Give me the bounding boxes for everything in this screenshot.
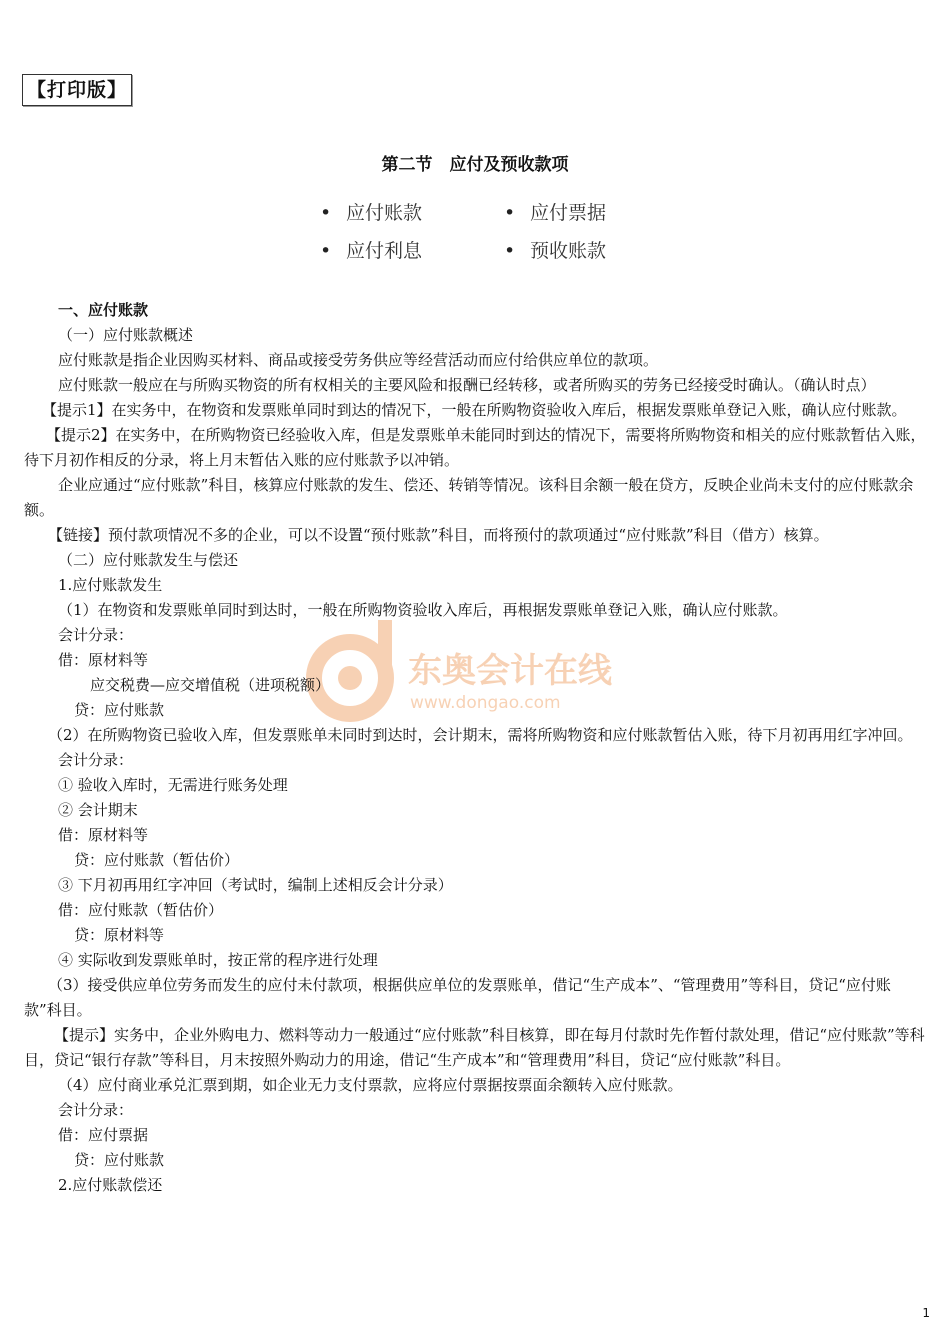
document-body <box>24 298 928 1198</box>
topic-label: 应付利息 <box>346 240 423 262</box>
topic-label: 应付账款 <box>346 202 423 224</box>
heading-level1: 一、应付账款 <box>58 301 149 319</box>
paragraph: （2）在所购物资已验收入库，但发票账单未同时到达时，会计期末，需将所购物资和应付账款暂估入账，待下月初再用红字冲回。 <box>48 726 913 744</box>
step-item: ④ 实际收到发票账单时，按正常的程序进行处理 <box>58 951 378 969</box>
entry-credit: 贷：应付账款 <box>74 701 165 719</box>
heading-level3: 1.应付账款发生 <box>58 576 163 594</box>
topic-item <box>320 236 422 263</box>
entry-label: 会计分录： <box>58 751 134 769</box>
entry-credit: 贷：应付账款 <box>74 1151 165 1169</box>
entry-label: 会计分录： <box>58 1101 134 1119</box>
heading-level3: 2.应付账款偿还 <box>58 1176 163 1194</box>
step-item: ① 验收入库时，无需进行账务处理 <box>58 776 288 794</box>
paragraph: 应付账款一般应在与所购买物资的所有权相关的主要风险和报酬已经转移，或者所购买的劳务已经接受时确认。（确认时点） <box>58 376 876 394</box>
entry-debit: 借：原材料等 <box>58 826 149 844</box>
entry-credit: 贷：原材料等 <box>74 926 165 944</box>
entry-label: 会计分录： <box>58 626 134 644</box>
bullet-icon: • <box>504 240 516 262</box>
page-number: 1 <box>922 1306 930 1320</box>
paragraph: （1）在物资和发票账单同时到达时，一般在所购物资验收入库后，再根据发票账单登记入账，确认应付账款。 <box>58 601 788 619</box>
section-title: 第二节 应付及预收款项 <box>381 155 569 175</box>
watermark-url-text: www.dongao.com <box>410 693 561 713</box>
topic-item <box>320 198 422 225</box>
entry-debit: 借：原材料等 <box>58 651 149 669</box>
entry-debit: 借：应付账款（暂估价） <box>58 901 224 919</box>
heading-level2: （一）应付账款概述 <box>58 326 194 344</box>
heading-level2: （二）应付账款发生与偿还 <box>58 551 239 569</box>
topic-label: 预收账款 <box>530 240 607 262</box>
paragraph: 企业应通过“应付账款”科目，核算应付账款的发生、偿还、转销等情况。该科目余额一般在贷方，反映企业尚未支付的应付账款余额。 <box>24 476 914 519</box>
print-version-badge: 【打印版】 <box>22 74 132 106</box>
entry-debit: 应交税费—应交增值税（进项税额） <box>90 676 331 694</box>
tip-paragraph: 【提示2】在实务中，在所购物资已经验收入库，但是发票账单未能同时到达的情况下，需要将所购物资和相关的应付账款暂估入账，待下月初作相反的分录，将上月末暂估入账的应付账款予以冲销。 <box>24 426 926 469</box>
topic-label: 应付票据 <box>530 202 607 224</box>
link-paragraph: 【链接】预付款项情况不多的企业，可以不设置“预付账款”科目，而将预付的款项通过“应付账款”科目（借方）核算。 <box>48 526 829 544</box>
tip-paragraph: 【提示1】在实务中，在物资和发票账单同时到达的情况下，一般在所购物资验收入库后，根据发票账单登记入账，确认应付账款。 <box>42 401 907 419</box>
step-item: ③ 下月初再用红字冲回（考试时，编制上述相反会计分录） <box>58 876 453 894</box>
paragraph: 应付账款是指企业因购买材料、商品或接受劳务供应等经营活动而应付给供应单位的款项。 <box>58 351 659 369</box>
bullet-icon: • <box>320 202 332 224</box>
watermark-brand-text: 东奥会计在线 <box>408 651 612 691</box>
bullet-icon: • <box>504 202 516 224</box>
topic-item <box>504 236 606 263</box>
paragraph: （3）接受供应单位劳务而发生的应付未付款项，根据供应单位的发票账单，借记“生产成本”、“管理费用”等科目，贷记“应付账款”科目。 <box>24 976 891 1019</box>
bullet-icon: • <box>320 240 332 262</box>
topic-item <box>504 198 606 225</box>
step-item: ② 会计期末 <box>58 801 138 819</box>
paragraph: （4）应付商业承兑汇票到期，如企业无力支付票款，应将应付票据按票面余额转入应付账款。 <box>58 1076 683 1094</box>
entry-debit: 借：应付票据 <box>58 1126 149 1144</box>
tip-paragraph: 【提示】实务中，企业外购电力、燃料等动力一般通过“应付账款”科目核算，即在每月付款时先作暂付款处理，借记“应付账款”等科目，贷记“银行存款”等科目，月末按照外购动力的用途，借记“生产成本”和“管理费用”科目，贷记“应付账款”科目。 <box>24 1026 925 1069</box>
entry-credit: 贷：应付账款（暂估价） <box>74 851 240 869</box>
